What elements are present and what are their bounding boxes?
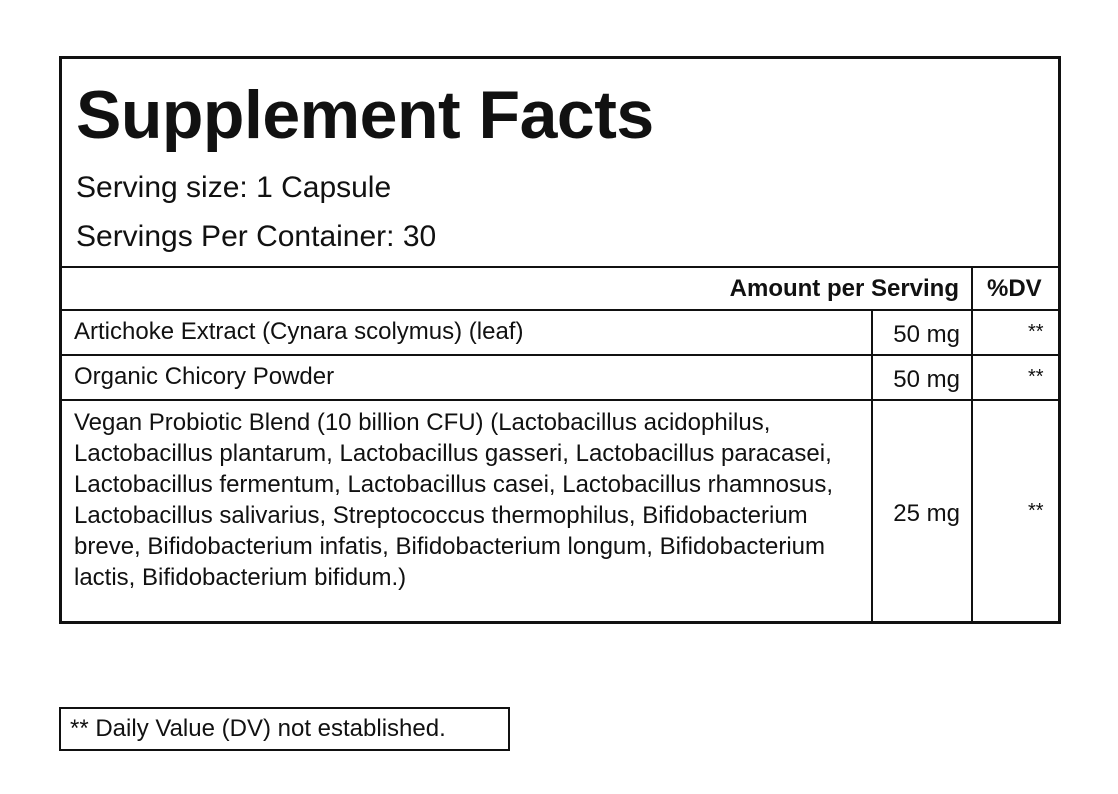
ingredient-name: Vegan Probiotic Blend (10 billion CFU) (Lactobacillus acidophilus, Lactobacillus plantarum, Lactobacillus gasseri, Lactobacillus paracasei, Lactobacillus fermentum, Lactobacillus casei, Lactobacillus rhamnosus, Lactobacillus salivarius, Streptococcus thermophilus, Bifidobacterium breve, Bifidobacterium infatis, Bifidobacterium longum, Bifidobacterium lactis, Bifidobacterium bifidum.) (74, 409, 834, 591)
serving-size: Serving size: 1 Capsule (76, 171, 392, 204)
header-divider (62, 266, 1058, 268)
row-divider (62, 399, 1058, 401)
servings-per-container: Servings Per Container: 30 (76, 220, 437, 253)
supplement-facts-panel (59, 56, 1061, 624)
ingredient-dv: ** (1028, 321, 1044, 343)
ingredient-name: Organic Chicory Powder (74, 363, 335, 390)
panel-title: Supplement Facts (76, 77, 654, 153)
row-divider (62, 354, 1058, 356)
ingredient-amount: 50 mg (893, 321, 960, 348)
ingredient-dv: ** (1028, 500, 1044, 522)
amount-per-serving-header: Amount per Serving (729, 275, 959, 302)
ingredient-amount: 25 mg (893, 500, 960, 527)
ingredient-dv: ** (1028, 366, 1044, 388)
dv-header: %DV (987, 275, 1042, 302)
ingredient-amount: 50 mg (893, 366, 960, 393)
dv-column-divider (971, 266, 973, 624)
amount-column-divider (871, 309, 873, 624)
column-header-divider (62, 309, 1058, 311)
daily-value-footnote: ** Daily Value (DV) not established. (59, 707, 510, 751)
panel-header (62, 59, 1058, 271)
ingredient-name: Artichoke Extract (Cynara scolymus) (leaf) (74, 318, 524, 345)
